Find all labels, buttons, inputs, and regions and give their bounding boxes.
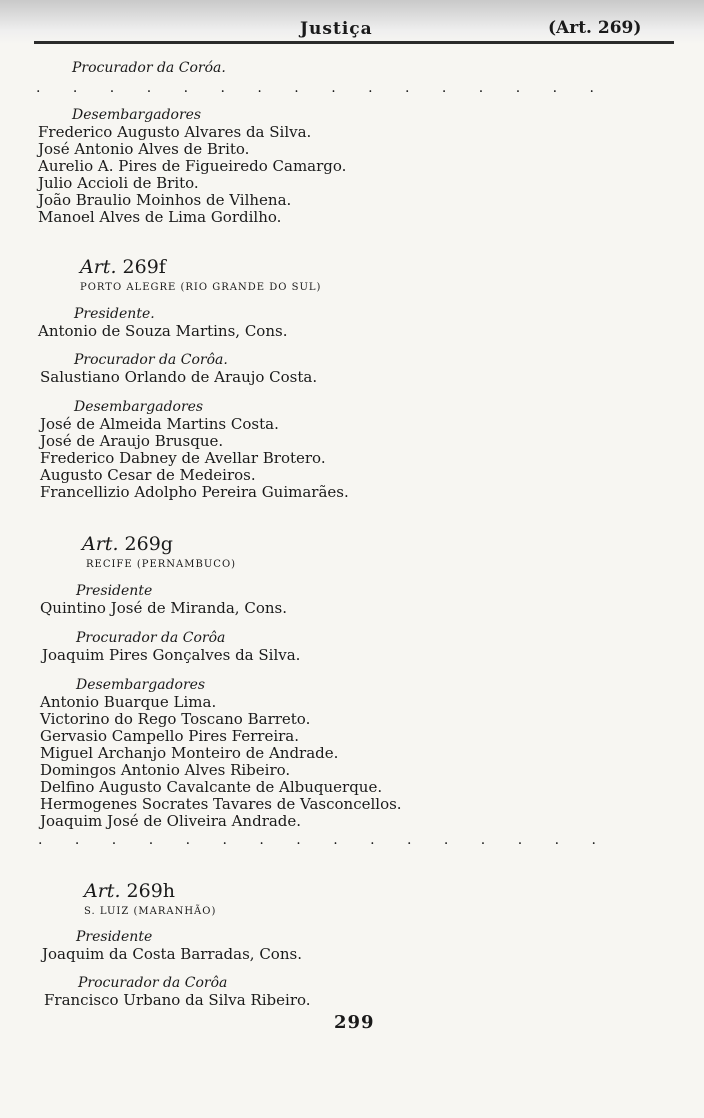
name-line: Joaquim José de Oliveira Andrade.: [40, 812, 302, 830]
presidente-label: Presidente: [76, 929, 153, 945]
procurador-name: Francisco Urbano da Silva Ribeiro.: [44, 991, 311, 1009]
name-line: José de Almeida Martins Costa.: [40, 415, 279, 433]
ellipsis-row: . . . . . . . . . . . . . . . .: [36, 80, 608, 96]
procurador-label: Procurador da Corôa.: [74, 352, 228, 368]
article-number: 269f: [122, 256, 166, 278]
name-line: Frederico Dabney de Avellar Brotero.: [40, 449, 326, 467]
article-heading: [80, 256, 166, 278]
page-number: 299: [334, 1012, 375, 1033]
name-line: José de Araujo Brusque.: [40, 432, 224, 450]
article-prefix: Art.: [80, 256, 117, 278]
procurador-label: Procurador da Corôa: [76, 630, 226, 646]
name-line: Julio Accioli de Brito.: [38, 174, 199, 192]
article-heading: [82, 533, 173, 555]
desembargadores-label: Desembargadores: [72, 107, 202, 123]
name-line: Francellizio Adolpho Pereira Guimarães.: [40, 483, 349, 501]
procurador-name: Joaquim Pires Gonçalves da Silva.: [42, 646, 301, 664]
name-line: Domingos Antonio Alves Ribeiro.: [40, 761, 291, 779]
article-prefix: Art.: [84, 880, 121, 902]
procurador-label: Procurador da Corôa: [78, 975, 228, 991]
presidente-label: Presidente: [76, 583, 153, 599]
article-prefix: Art.: [82, 533, 119, 555]
name-line: Victorino do Rego Toscano Barreto.: [40, 710, 311, 728]
article-place: PORTO ALEGRE (RIO GRANDE DO SUL): [80, 282, 322, 293]
name-line: Hermogenes Socrates Tavares de Vasconcellos.: [40, 795, 402, 813]
header-rule: [34, 41, 674, 44]
name-line: Frederico Augusto Alvares da Silva.: [38, 123, 312, 141]
name-line: Delfino Augusto Cavalcante de Albuquerque.: [40, 778, 383, 796]
page-header: [0, 0, 704, 44]
presidente-name: Joaquim da Costa Barradas, Cons.: [42, 945, 302, 963]
presidente-name: Antonio de Souza Martins, Cons.: [38, 322, 288, 340]
name-line: José Antonio Alves de Brito.: [38, 140, 250, 158]
article-place: S. LUIZ (MARANHÃO): [84, 906, 217, 917]
name-line: Augusto Cesar de Medeiros.: [40, 466, 256, 484]
name-line: Antonio Buarque Lima.: [40, 693, 217, 711]
name-line: Miguel Archanjo Monteiro de Andrade.: [40, 744, 339, 762]
presidente-label: Presidente.: [74, 306, 155, 322]
desembargadores-label: Desembargadores: [76, 677, 206, 693]
name-line: João Braulio Moinhos de Vilhena.: [38, 191, 292, 209]
article-place: RECIFE (PERNAMBUCO): [86, 559, 237, 570]
name-line: Gervasio Campello Pires Ferreira.: [40, 727, 300, 745]
running-article-ref: (Art. 269): [548, 18, 642, 38]
running-title: Justiça: [300, 19, 373, 39]
procurador-name: Salustiano Orlando de Araujo Costa.: [40, 368, 318, 386]
desembargadores-label: Desembargadores: [74, 399, 204, 415]
procurador-label: Procurador da Coróa.: [72, 60, 226, 76]
article-number: 269h: [126, 880, 176, 902]
presidente-name: Quintino José de Miranda, Cons.: [40, 599, 287, 617]
name-line: Aurelio A. Pires de Figueiredo Camargo.: [38, 157, 347, 175]
article-heading: [84, 880, 175, 902]
ellipsis-row: . . . . . . . . . . . . . . . .: [38, 832, 610, 848]
article-number: 269g: [124, 533, 173, 555]
name-line: Manoel Alves de Lima Gordilho.: [38, 208, 282, 226]
